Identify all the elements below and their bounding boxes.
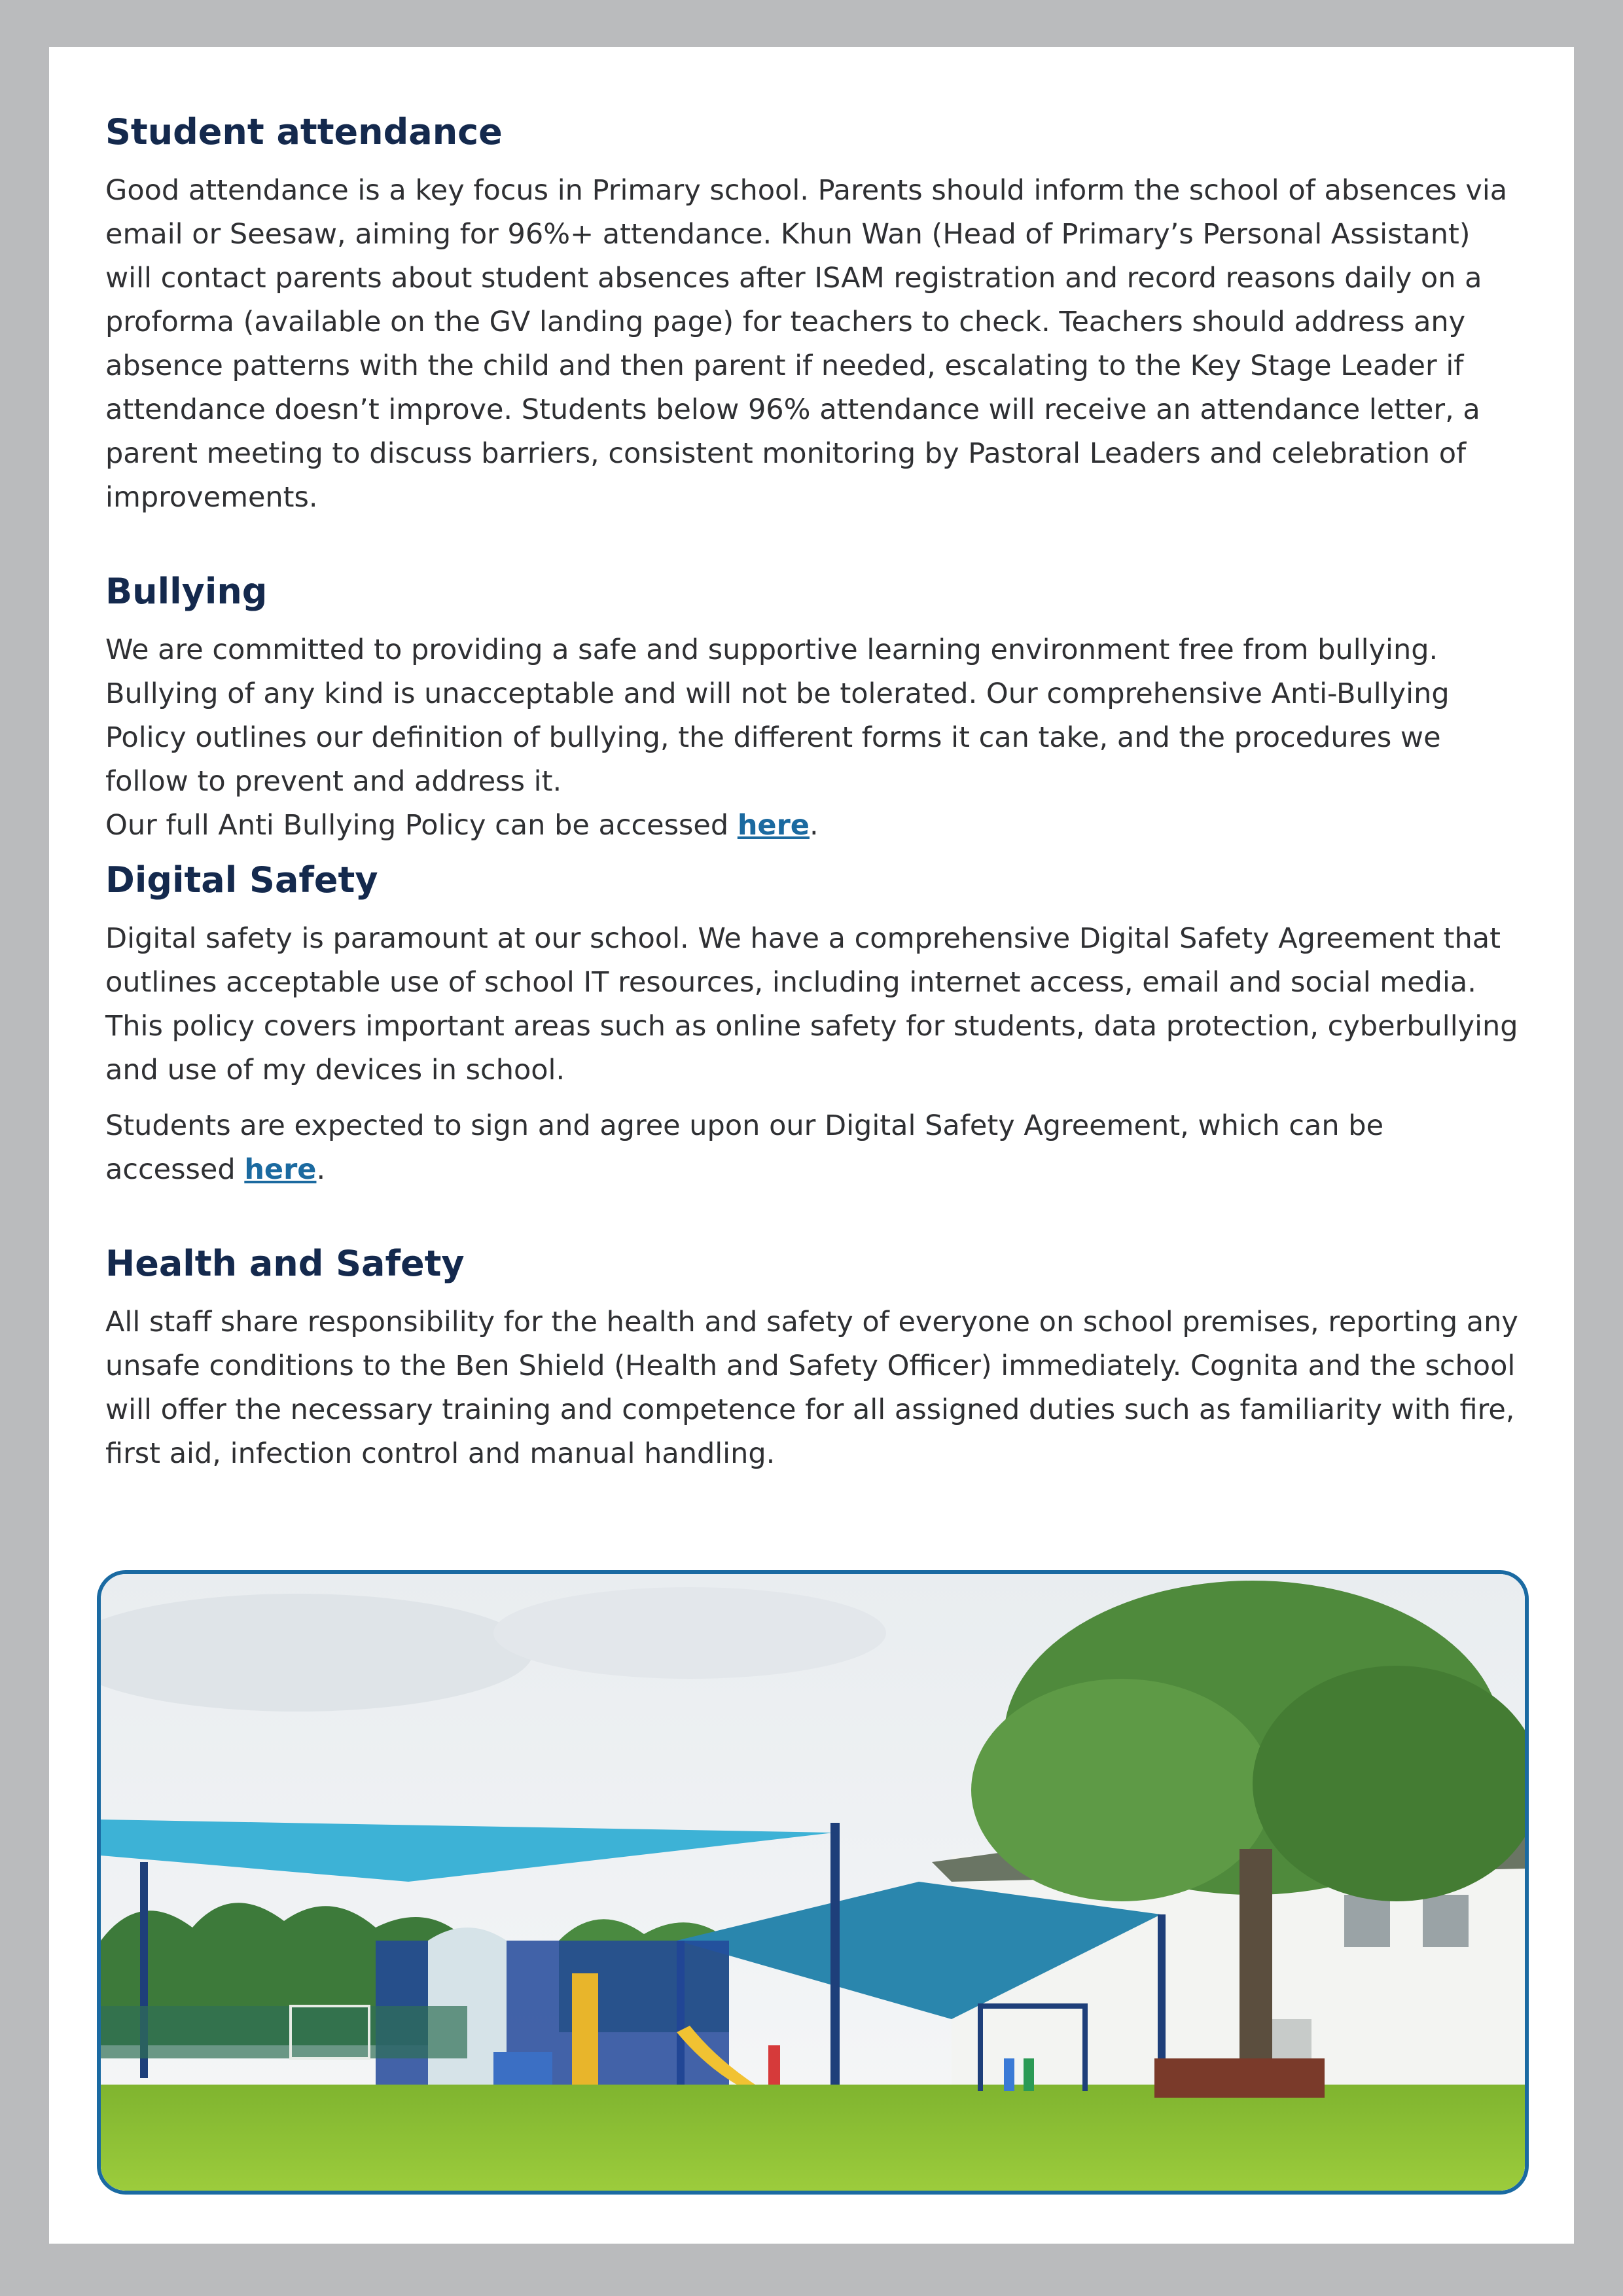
section-spacer-small <box>105 848 1519 854</box>
play-panel <box>493 2052 552 2085</box>
child <box>768 2045 780 2085</box>
bullying-link-prefix: Our full Anti Bullying Policy can be accessed <box>105 809 738 842</box>
playground-photo <box>97 1570 1529 2195</box>
digital-link-suffix: . <box>316 1153 326 1186</box>
play-panel <box>572 1973 598 2085</box>
swing-frame <box>978 2006 983 2091</box>
child <box>1004 2058 1014 2091</box>
digital-safety-agreement-link[interactable]: here <box>244 1153 317 1186</box>
wooden-deck <box>1154 2058 1325 2098</box>
fence <box>101 2006 467 2058</box>
child <box>1024 2058 1034 2091</box>
swing-frame <box>978 2003 1088 2009</box>
building-window <box>1344 1895 1390 1947</box>
anti-bullying-policy-link[interactable]: here <box>737 809 810 842</box>
document-page <box>49 47 1574 2244</box>
sail-pole <box>830 1823 840 2104</box>
health-safety-paragraph: All staff share responsibility for the health and safety of everyone on school premises, reporting any unsafe conditions to the Ben Shield (Health and Safety Officer) immediately. Cognita and the school will offer the necessary training and competence for all assigned duties such as familiarity with fire, first aid, infection control and manual handling. <box>105 1306 1518 1470</box>
section-spacer <box>105 1192 1519 1238</box>
digital-safety-paragraph: Digital safety is paramount at our school. We have a comprehensive Digital Safety Agreement that outlines acceptable use of school IT resources, including internet access, email and social media. This policy covers important areas such as online safety for students, data protection, cyberbullying and use of my devices in school. <box>105 922 1518 1086</box>
bullying-link-line <box>105 804 1519 848</box>
section-spacer <box>105 520 1519 565</box>
document-content <box>105 106 1519 1476</box>
playground-illustration <box>101 1574 1525 2191</box>
cloud <box>493 1587 886 1679</box>
building-window <box>1423 1895 1469 1947</box>
digital-link-prefix: Students are expected to sign and agree upon our Digital Safety Agreement, which can be accessed <box>105 1109 1384 1186</box>
large-tree-canopy <box>971 1679 1272 1901</box>
bullying-paragraph: We are committed to providing a safe and supportive learning environment free from bullying. Bullying of any kind is unacceptable and will not be tolerated. Our comprehensive Anti-Bullying Policy outlines our definition of bullying, the different forms it can take, and the procedures we follow to prevent and address it. <box>105 634 1450 798</box>
swing-frame <box>1082 2006 1088 2091</box>
digital-safety-link-line <box>105 1104 1519 1192</box>
grass-field <box>101 2085 1525 2191</box>
heading-bullying: Bullying <box>105 571 268 612</box>
bullying-link-suffix: . <box>809 809 819 842</box>
large-tree-trunk <box>1240 1849 1272 2085</box>
heading-health-and-safety: Health and Safety <box>105 1243 465 1284</box>
heading-digital-safety: Digital Safety <box>105 859 378 901</box>
attendance-paragraph: Good attendance is a key focus in Primary school. Parents should inform the school of absences via email or Seesaw, aiming for 96%+ attendance. Khun Wan (Head of Primary’s Personal Assistant) will contact parents about student absences after ISAM registration and record reasons daily on a proforma (available on the GV landing page) for teachers to check. Teachers should address any absence patterns with the child and then parent if needed, escalating to the Key Stage Leader if attendance doesn’t improve. Students below 96% attendance will receive an attendance letter, a parent meeting to discuss barriers, consistent monitoring by Pastoral Leaders and celebration of improvements. <box>105 174 1508 514</box>
heading-student-attendance: Student attendance <box>105 111 503 152</box>
